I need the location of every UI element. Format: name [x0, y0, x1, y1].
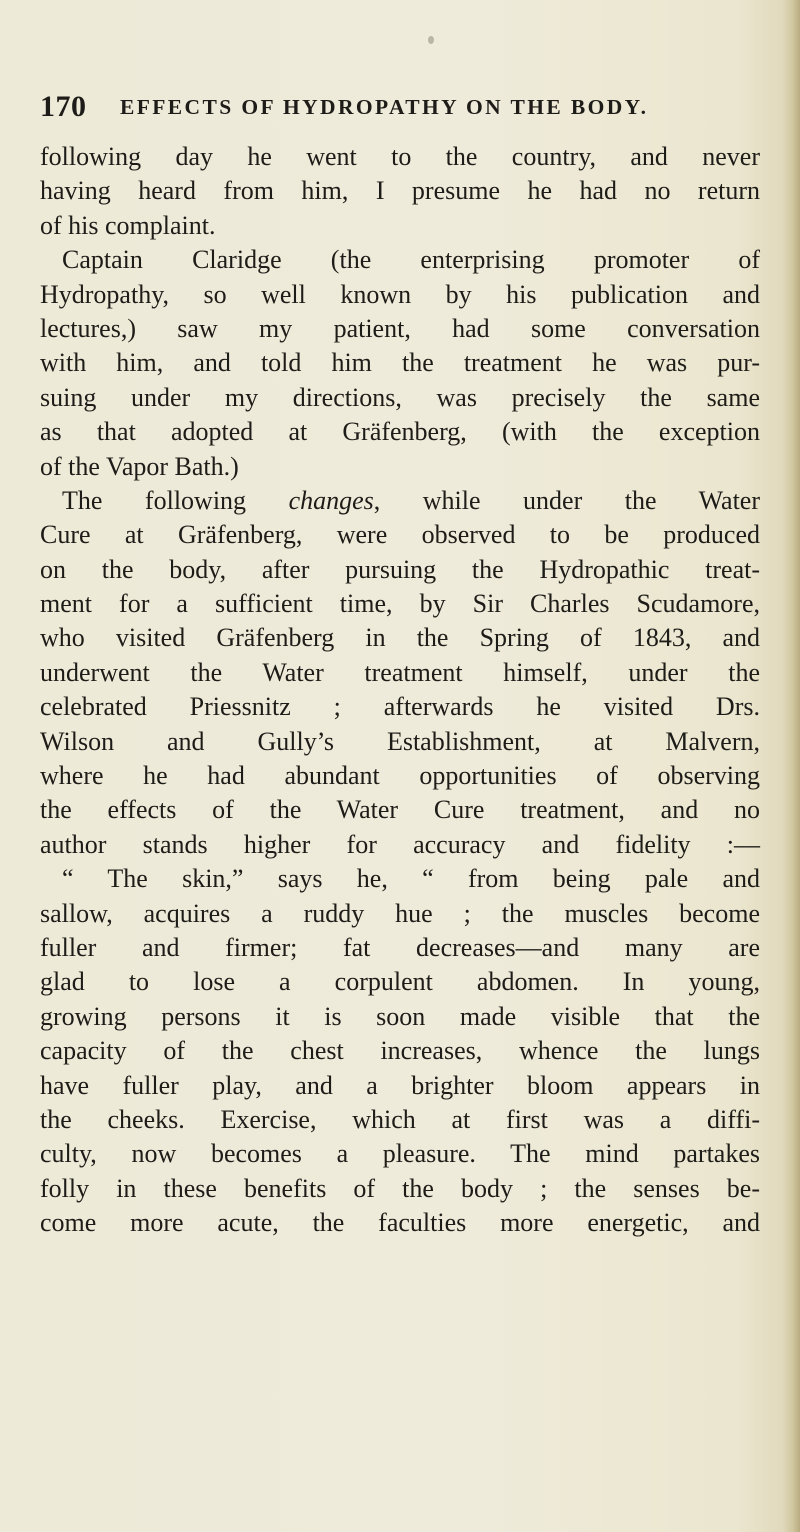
text-line: culty, now becomes a pleasure. The mind partakes: [40, 1139, 760, 1169]
text-line: with him, and told him the treatment he was pur-: [40, 348, 760, 378]
text-line: suing under my directions, was precisely the same: [40, 382, 760, 412]
text-line: “ The skin,” says he, “ from being pale and: [62, 864, 760, 894]
text-line: folly in these benefits of the body ; the senses be-: [40, 1173, 760, 1203]
text-line: following day he went to the country, and never: [40, 142, 760, 171]
text-line: the effects of the Water Cure treatment, and no: [40, 795, 760, 825]
text-segment: , while under the Water: [373, 485, 760, 515]
text-line: of his complaint.: [40, 210, 216, 240]
text-line: glad to lose a corpulent abdomen. In young,: [40, 967, 760, 997]
running-head: EFFECTS OF HYDROPATHY ON THE BODY.: [120, 95, 649, 119]
text-line: have fuller play, and a brighter bloom appears in: [40, 1070, 760, 1100]
text-line: Captain Claridge (the enterprising promoter of: [62, 245, 760, 275]
text-line: Cure at Gräfenberg, were observed to be produced: [40, 520, 760, 550]
text-line: growing persons it is soon made visible that the: [40, 1001, 760, 1031]
text-line: ment for a sufficient time, by Sir Charles Scudamore,: [40, 589, 760, 619]
text-line: where he had abundant opportunities of observing: [40, 761, 760, 791]
text-line: capacity of the chest increases, whence the lungs: [40, 1036, 760, 1066]
text-line: come more acute, the faculties more energetic, and: [40, 1208, 760, 1238]
italic-changes: changes: [288, 485, 374, 515]
page-number: 170: [40, 90, 87, 123]
text-line: underwent the Water treatment himself, under the: [40, 657, 760, 687]
text-line: [40, 484, 760, 518]
text-segment: The following: [62, 485, 289, 515]
page-edge-shadow: [782, 0, 800, 1532]
text-line: having heard from him, I presume he had no return: [40, 176, 760, 206]
text-line: as that adopted at Gräfenberg, (with the exception: [40, 417, 760, 447]
text-line: lectures,) saw my patient, had some conversation: [40, 313, 760, 343]
text-line: author stands higher for accuracy and fidelity :—: [40, 829, 760, 859]
text-line: Hydropathy, so well known by his publication and: [40, 279, 760, 309]
page-header: [40, 90, 740, 122]
text-line: fuller and firmer; fat decreases—and many are: [40, 932, 760, 962]
print-speck: [428, 36, 434, 44]
text-line: the cheeks. Exercise, which at first was a diffi-: [40, 1104, 760, 1134]
text-line: Wilson and Gully’s Establishment, at Malvern,: [40, 726, 760, 756]
body-text: [40, 140, 760, 1241]
text-line: sallow, acquires a ruddy hue ; the muscles become: [40, 898, 760, 928]
text-line: who visited Gräfenberg in the Spring of 1843, and: [40, 623, 760, 653]
text-line: of the Vapor Bath.): [40, 451, 239, 481]
text-line: on the body, after pursuing the Hydropathic treat-: [40, 554, 760, 584]
text-line: celebrated Priessnitz ; afterwards he visited Drs.: [40, 692, 760, 722]
